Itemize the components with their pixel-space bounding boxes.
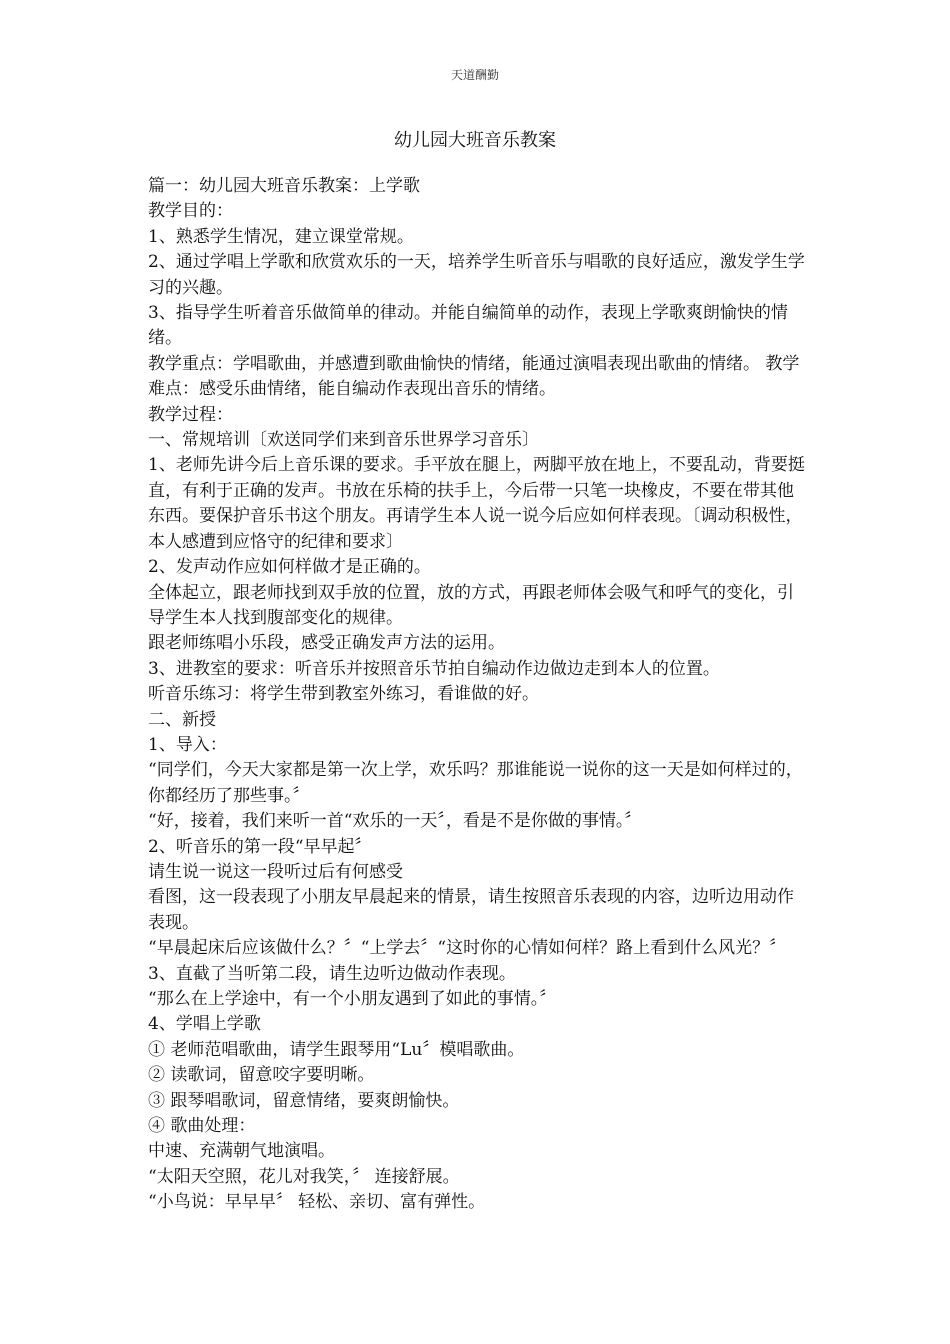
document-title: 幼儿园大班音乐教案 [394,130,556,151]
body-paragraph: 教学目的： [148,201,233,222]
body-paragraph: “那么在上学途中，有一个小朋友遇到了如此的事情。〞 [148,989,557,1009]
body-paragraph: 1、熟悉学生情况，建立课堂常规。 [148,226,414,247]
body-paragraph: ② 读歌词，留意咬字要明晰。 [148,1065,375,1086]
body-paragraph: 3、进教室的要求：听音乐并按照音乐节拍自编动作边做边走到本人的位置。 [148,658,720,679]
body-paragraph: 3、指导学生听着音乐做简单的律动。并能自编简单的动作，表现上学歌爽朗愉快的情绪。 [148,303,788,349]
page-header: 天道酬勤 [450,68,499,82]
body-paragraph: 1、老师先讲今后上音乐课的要求。手平放在腿上，两脚平放在地上，不要乱动，背要挺直，有利于正确的发声。书放在乐椅的扶手上，今后带一只笔一块橡皮，不要在带其他东西。要保护音乐书这个朋友。再请学生本人说一说今后应如何样表现。〔调动积极性，本人感遭到应恪守的纪律和要求〕 [148,455,805,552]
body-paragraph: 2、听音乐的第一段“早早起〞 [148,836,372,857]
body-paragraph: “早晨起床后应该做什么？〞“上学去〞“这时你的心情如何样？路上看到什么风光？〞 [148,938,787,959]
body-paragraph: ① 老师范唱歌曲，请学生跟琴用“Lu〞模唱歌曲。 [148,1039,525,1060]
document-body [148,174,808,1216]
body-paragraph: ④ 歌曲处理： [148,1116,256,1137]
body-paragraph: 篇一：幼儿园大班音乐教案：上学歌 [148,176,420,196]
body-paragraph: “同学们，今天大家都是第一次上学，欢乐吗？那谁能说一说你的这一天是如何样过的，你都经历了那些事。〞 [148,760,803,806]
body-paragraph: “好，接着，我们来听一首“欢乐的一天〞，看是不是你做的事情。〞 [148,811,642,832]
body-paragraph: “小鸟说：早早早〞 轻松、亲切、富有弹性。 [148,1192,486,1213]
body-paragraph: 中速、充满朝气地演唱。 [148,1141,335,1162]
body-paragraph: 听音乐练习：将学生带到教室外练习，看谁做的好。 [148,684,539,705]
body-paragraph: 教学重点：学唱歌曲，并感遭到歌曲愉快的情绪，能通过演唱表现出歌曲的情绪。 教学难点：感受乐曲情绪，能自编动作表现出音乐的情绪。 [148,353,800,400]
body-paragraph: 二、新授 [148,709,216,730]
body-paragraph: 全体起立，跟老师找到双手放的位置，放的方式，再跟老师体会吸气和呼气的变化，引导学生本人找到腹部变化的规律。 [148,582,794,628]
body-paragraph: 2、通过学唱上学歌和欣赏欢乐的一天，培养学生听音乐与唱歌的良好适应，激发学生学习的兴趣。 [148,252,805,298]
body-paragraph: ③ 跟琴唱歌词，留意情绪，要爽朗愉快。 [148,1090,460,1111]
body-paragraph: 4、学唱上学歌 [148,1014,261,1035]
body-paragraph: 教学过程： [148,404,233,425]
body-paragraph: 1、导入： [148,734,227,755]
body-paragraph: 看图，这一段表现了小朋友早晨起来的情景，请生按照音乐表现的内容，边听边用动作表现。 [148,887,794,933]
body-paragraph: 请生说一说这一段听过后有何感受 [148,861,403,882]
body-paragraph: 一、常规培训〔欢送同学们来到音乐世界学习音乐〕 [148,430,539,451]
body-paragraph: 2、发声动作应如何样做才是正确的。 [148,557,431,578]
body-paragraph: 跟老师练唱小乐段，感受正确发声方法的运用。 [148,633,505,654]
body-paragraph: 3、直截了当听第二段，请生边听边做动作表现。 [148,963,516,984]
body-paragraph: “太阳天空照，花儿对我笑，〞 连接舒展。 [148,1166,460,1187]
